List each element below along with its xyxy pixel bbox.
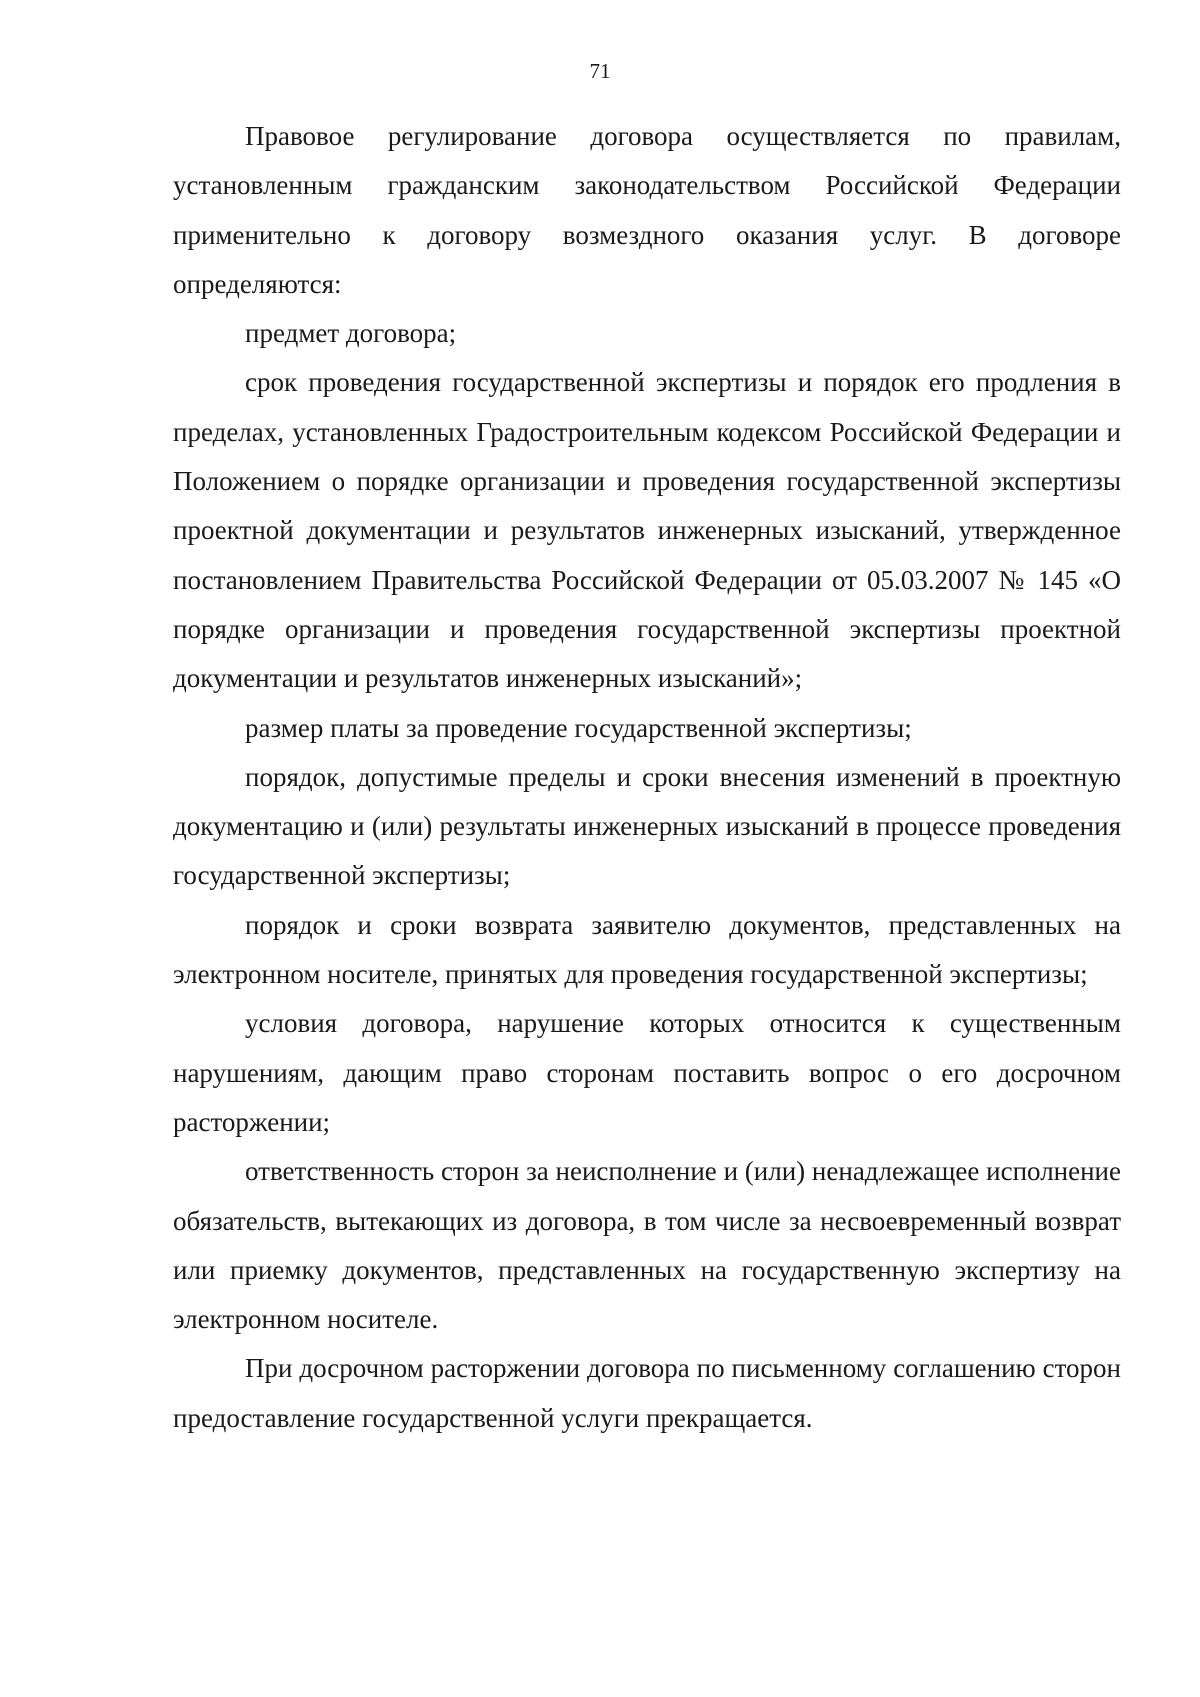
page-number: 71: [589, 59, 611, 83]
paragraph-documents-return: порядок и сроки возврата заявителю документов, представленных на электронном носителе, принятых для проведения государственной экспертизы;: [173, 909, 1121, 990]
paragraph-legal-regulation: Правовое регулирование договора осуществляется по правилам, установленным гражданским законодательством Российской Федерации применительно к договору возмездного оказания услуг. В договоре определяются:: [173, 121, 1121, 299]
document-body: [173, 112, 1121, 1443]
paragraph-changes-procedure: порядок, допустимые пределы и сроки внесения изменений в проектную документацию и (или) результаты инженерных изысканий в процессе проведения государственной экспертизы;: [173, 761, 1121, 891]
paragraph-fee-amount: размер платы за проведение государственной экспертизы;: [245, 712, 912, 743]
paragraph-expertise-term: срок проведения государственной экспертизы и порядок его продления в пределах, установленных Градостроительным кодексом Российской Федерации и Положением о порядке организации и проведения государственной экспертизы проектной документации и результатов инженерных изысканий, утвержденное постановлением Правительства Российской Федерации от 05.03.2007 № 145 «О порядке организации и проведения государственной экспертизы проектной документации и результатов инженерных изысканий»;: [173, 367, 1121, 694]
paragraph-contract-subject: предмет договора;: [245, 318, 457, 349]
paragraph-early-termination: При досрочном расторжении договора по письменному соглашению сторон предоставление государственной услуги прекращается.: [173, 1353, 1121, 1433]
paragraph-liability: ответственность сторон за неисполнение и (или) ненадлежащее исполнение обязательств, вытекающих из договора, в том числе за несвоевременный возврат или приемку документов, представленных на государственную экспертизу на электронном носителе.: [173, 1156, 1121, 1335]
paragraph-termination-conditions: условия договора, нарушение которых относится к существенным нарушениям, дающим право сторонам поставить вопрос о его досрочном расторжении;: [173, 1008, 1121, 1137]
